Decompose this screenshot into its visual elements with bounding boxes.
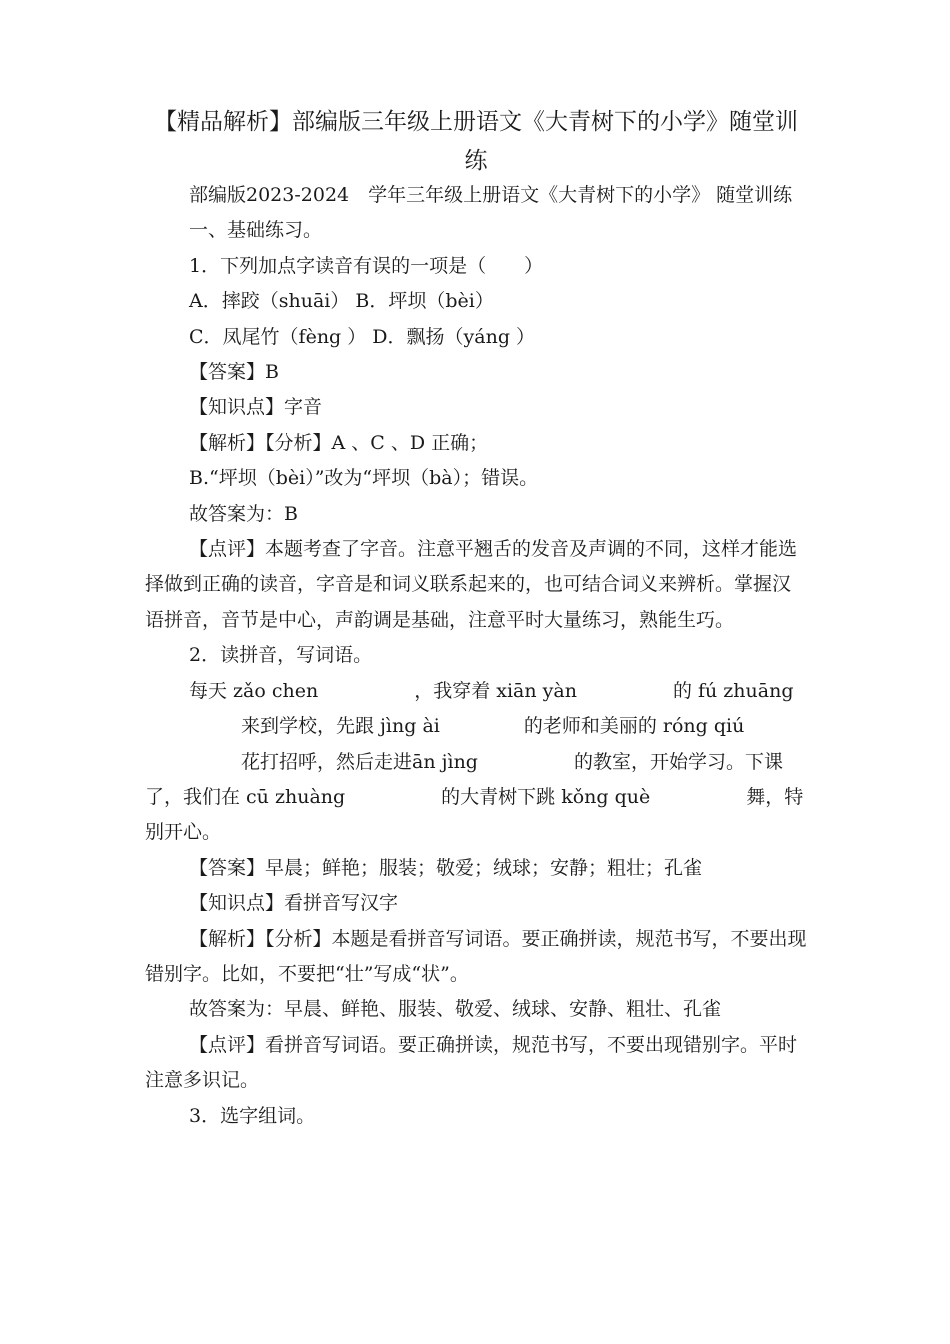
section-heading-basic: 一、基础练习。	[189, 219, 323, 242]
q3-stem: 3．选字组词。	[189, 1104, 316, 1127]
q1-comment: 【点评】本题考查了字音。注意平翘舌的发音及声调的不同，这样才能选择做到正确的读音，字音是和词义联系起来的，也可结合词义来辨析。掌握汉语拼音，音节是中心，声韵调是基础，注意平时大量练习，熟能生巧。	[145, 538, 798, 631]
q2-passage-part: 每天 zǎo chen	[189, 679, 319, 702]
q1-options-ab: A．摔跤（shuāi） B．坪坝（bèi）	[189, 290, 494, 313]
q2-stem: 2．读拼音，写词语。	[189, 644, 373, 667]
q2-passage-part: 的大青树下跳 kǒng què	[441, 785, 651, 808]
q2-analysis: 【解析】【分析】本题是看拼音写词语。要正确拼读，规范书写，不要出现错别字。比如，不要把“壮”写成“状”。	[145, 927, 807, 985]
q2-passage-part: ，我穿着 xiān yàn	[414, 679, 577, 702]
q2-passage-part: 花打招呼，然后走进ān jìng	[241, 750, 478, 773]
q2-knowledge-point: 【知识点】看拼音写汉字	[189, 892, 399, 915]
q1-knowledge-point: 【知识点】字音	[189, 396, 323, 419]
document-body	[145, 178, 807, 1134]
q1-answer: 【答案】B	[189, 361, 279, 384]
q1-stem: 1．下列加点字读音有误的一项是（ ）	[189, 254, 544, 277]
intro-paragraph: 部编版2023-2024 学年三年级上册语文《大青树下的小学》 随堂训练	[189, 184, 793, 206]
q1-analysis-detail: B.“坪坝（bèi）”改为“坪坝（bà）；错误。	[189, 467, 539, 490]
q2-answer: 【答案】早晨；鲜艳；服装；敬爱；绒球；安静；粗壮；孔雀	[189, 856, 703, 879]
q2-passage-part: 的老师和美丽的 róng qiú	[523, 715, 745, 738]
q2-passage-part: 的 fú zhuāng	[672, 679, 794, 702]
document-title: 【精品解析】部编版三年级上册语文《大青树下的小学》随堂训练	[154, 109, 798, 174]
q2-passage-part: 的教室，开始学习。下课了，我们在 cū zhuàng	[145, 750, 783, 808]
q2-comment: 【点评】看拼音写词语。要正确拼读，规范书写，不要出现错别字。平时注意多识记。	[145, 1033, 798, 1092]
q2-final-answer: 故答案为：早晨、鲜艳、服装、敬爱、绒球、安静、粗壮、孔雀	[189, 998, 722, 1021]
q1-final-answer: 故答案为：B	[189, 502, 298, 525]
q1-analysis: 【解析】【分析】A 、C 、D 正确；	[189, 431, 489, 454]
q2-passage-part: 舞，特别开心。	[145, 785, 804, 844]
q2-passage	[145, 674, 807, 851]
q1-options-cd: C．凤尾竹（fèng ） D．飘扬（yáng ）	[189, 325, 536, 348]
q2-passage-part: 来到学校，先跟 jìng ài	[241, 715, 440, 738]
